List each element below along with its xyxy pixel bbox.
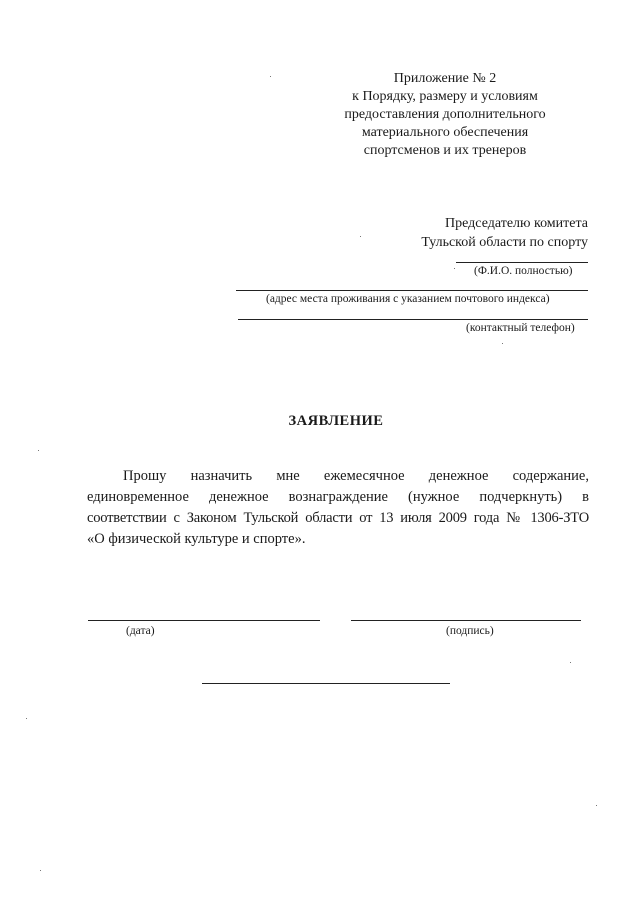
body-line: единовременное денежное вознаграждение (нужное подчеркнуть) в xyxy=(87,489,589,505)
scan-speck xyxy=(596,805,597,806)
scan-speck xyxy=(360,236,361,237)
addressee-block xyxy=(360,214,588,252)
phone-field-line[interactable] xyxy=(238,319,588,320)
address-caption: (адрес места проживания с указанием почтового индекса) xyxy=(266,293,550,305)
address-field-line[interactable] xyxy=(236,290,588,291)
scan-speck xyxy=(454,268,455,269)
body-line: Прошу назначить мне ежемесячное денежное содержание, xyxy=(123,468,589,484)
phone-caption: (контактный телефон) xyxy=(466,322,575,334)
scan-speck xyxy=(570,662,571,663)
fio-caption: (Ф.И.О. полностью) xyxy=(474,265,573,277)
scan-speck xyxy=(38,450,39,451)
body-line: соответствии с Законом Тульской области от 13 июля 2009 года № 1306-ЗТО xyxy=(87,510,589,526)
appendix-line: спортсменов и их тренеров xyxy=(363,143,527,158)
fio-field-line[interactable] xyxy=(456,262,588,263)
appendix-line: предоставления дополнительного xyxy=(344,107,546,122)
application-body xyxy=(87,466,589,550)
body-line: «О физической культуре и спорте». xyxy=(87,531,306,547)
appendix-line: к Порядку, размеру и условиям xyxy=(352,89,538,104)
date-caption: (дата) xyxy=(126,625,155,637)
scan-speck xyxy=(26,718,27,719)
addressee-line: Тульской области по спорту xyxy=(421,235,588,250)
appendix-header xyxy=(300,70,590,160)
scan-speck xyxy=(270,76,271,77)
appendix-line: материального обеспечения xyxy=(361,125,529,140)
addressee-line: Председателю комитета xyxy=(445,216,588,231)
appendix-number: Приложение № 2 xyxy=(393,71,497,86)
signature-caption: (подпись) xyxy=(446,625,494,637)
scan-speck xyxy=(502,343,503,344)
date-field-line[interactable] xyxy=(88,620,320,621)
closing-separator-line xyxy=(202,683,450,684)
signature-field-line[interactable] xyxy=(351,620,581,621)
document-title: ЗАЯВЛЕНИЕ xyxy=(288,413,384,429)
scan-speck xyxy=(40,870,41,871)
